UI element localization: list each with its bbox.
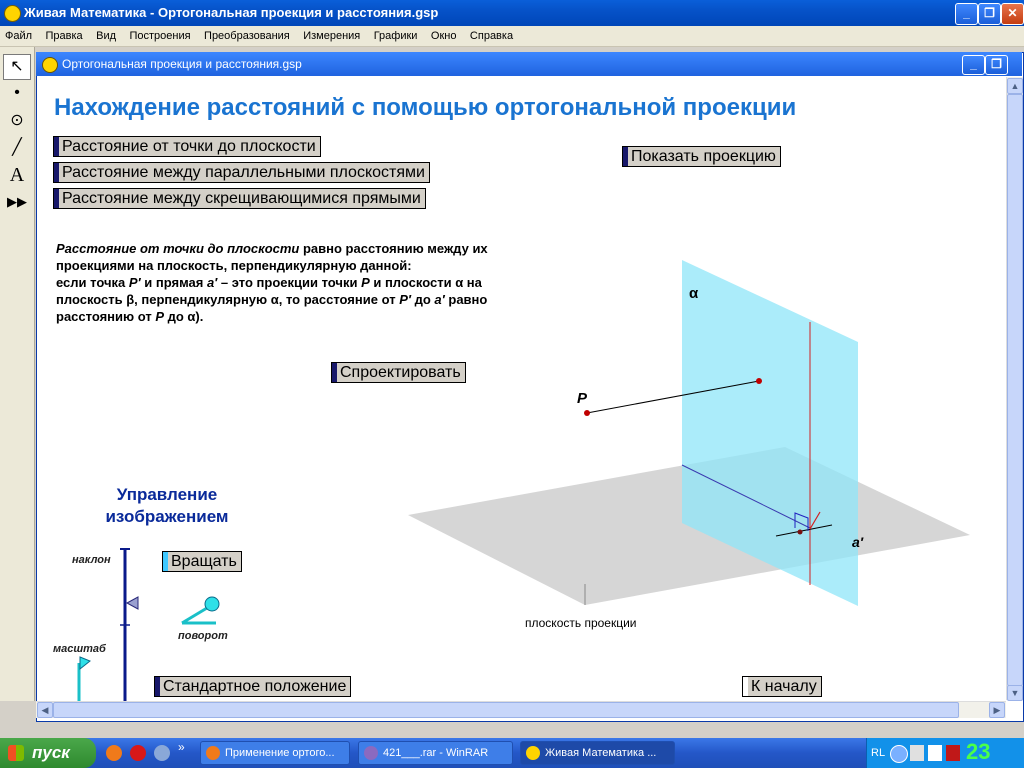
a-prime-label: a′: [852, 534, 864, 550]
desc-part: равно расстоянию от: [56, 292, 488, 324]
gsp-icon: [526, 746, 540, 760]
document-icon: [42, 57, 58, 73]
desc-var: P: [361, 275, 370, 290]
rotation-handle[interactable]: [205, 597, 219, 611]
scroll-left-icon[interactable]: ◀: [37, 702, 53, 718]
scroll-up-icon[interactable]: ▲: [1007, 78, 1023, 94]
text-tool-icon[interactable]: A: [9, 164, 25, 186]
minimize-button[interactable]: _: [955, 3, 978, 25]
menu-construct[interactable]: Построения: [129, 30, 191, 42]
project-button[interactable]: Спроектировать: [331, 362, 466, 383]
quicklaunch-more-icon[interactable]: »: [178, 740, 185, 754]
desc-part: и плоскости α на плоскость β, перпендикулярную α, то расстояние от: [56, 275, 482, 307]
point-p[interactable]: [584, 410, 590, 416]
app-title: Живая Математика - Ортогональная проекция и расстояния.gsp: [24, 5, 439, 20]
projection-figure: [400, 250, 1000, 650]
control-header: Управление изображением: [105, 485, 229, 526]
custom-tool-icon[interactable]: ▶▶: [7, 194, 27, 209]
menu-edit[interactable]: Правка: [45, 30, 83, 42]
parallel-planes-distance-button[interactable]: Расстояние между параллельными плоскостями: [53, 162, 430, 183]
scale-slider-handle[interactable]: [80, 657, 90, 669]
tray-k-icon[interactable]: [946, 745, 960, 761]
show-projection-button[interactable]: Показать проекцию: [622, 146, 781, 167]
alpha-label: α: [689, 285, 699, 302]
standard-position-button[interactable]: Стандартное положение: [154, 676, 351, 697]
description-lead: Расстояние от точки до плоскости: [56, 241, 300, 256]
task-label: Живая Математика ...: [545, 747, 657, 759]
desc-part: – это проекции точки: [217, 275, 362, 290]
menu-help[interactable]: Справка: [469, 30, 514, 42]
desc-part: до α).: [164, 309, 204, 324]
language-indicator[interactable]: RL: [871, 747, 886, 759]
point-tool-icon[interactable]: •: [14, 84, 20, 101]
start-label: пуск: [32, 743, 70, 762]
menu-view[interactable]: Вид: [96, 30, 117, 42]
tray-close-icon[interactable]: [928, 745, 942, 761]
vertical-scroll-thumb[interactable]: [1007, 94, 1023, 686]
maximize-button[interactable]: ❐: [978, 3, 1001, 25]
task-gsp[interactable]: [520, 741, 675, 765]
desc-var: P′: [399, 292, 411, 307]
winrar-icon: [364, 746, 378, 760]
rotation-label: поворот: [178, 630, 228, 642]
arrow-tool-icon[interactable]: ↖: [3, 54, 31, 80]
task-label: Применение ортого...: [225, 747, 335, 759]
doc-minimize-button[interactable]: _: [962, 55, 985, 75]
desc-part: и прямая: [140, 275, 207, 290]
document-title: Ортогональная проекция и расстояния.gsp: [62, 57, 302, 71]
firefox-task-icon: [206, 746, 220, 760]
rotate-button[interactable]: Вращать: [162, 551, 242, 572]
to-start-button[interactable]: К началу: [742, 676, 822, 697]
compass-tool-icon[interactable]: ⊙: [10, 112, 24, 129]
document-title-bar: [36, 52, 1022, 76]
page-title: Нахождение расстояний с помощью ортогональной проекции: [54, 94, 797, 121]
task-label: 421___.rar - WinRAR: [383, 747, 489, 759]
menu-window[interactable]: Окно: [430, 30, 457, 42]
point-plane-distance-button[interactable]: Расстояние от точки до плоскости: [53, 136, 321, 157]
menu-graph[interactable]: Графики: [373, 30, 418, 42]
app-icon: [4, 5, 21, 22]
desc-var: a′: [206, 275, 218, 290]
menu-bar: [0, 26, 1024, 47]
horizontal-scroll-thumb[interactable]: [53, 702, 959, 718]
description-line-1: равно расстоянию между их проекциями на плоскость, перпендикулярную данной:: [56, 241, 488, 273]
menu-transform[interactable]: Преобразования: [204, 30, 290, 42]
scroll-down-icon[interactable]: ▼: [1007, 685, 1023, 701]
desc-part: если точка: [56, 275, 129, 290]
point-on-a-prime[interactable]: [798, 530, 803, 535]
scroll-right-icon[interactable]: ▶: [989, 702, 1005, 718]
firefox-icon[interactable]: [106, 745, 122, 761]
menu-file[interactable]: Файл: [5, 30, 33, 42]
close-button[interactable]: ✕: [1001, 3, 1024, 25]
tilt-slider-handle[interactable]: [127, 597, 138, 609]
desc-var: P: [155, 309, 165, 324]
search-icon[interactable]: [154, 745, 170, 761]
p-label: P: [577, 390, 588, 407]
point-p-projection[interactable]: [756, 378, 762, 384]
tray-app-icon[interactable]: [910, 745, 924, 761]
tray-arrow-icon[interactable]: [890, 745, 908, 763]
clock: 23: [966, 739, 991, 764]
start-button[interactable]: [0, 738, 96, 768]
scale-label: масштаб: [53, 643, 106, 655]
desc-part: до: [410, 292, 435, 307]
task-winrar[interactable]: [358, 741, 513, 765]
segment-tool-icon[interactable]: ╱: [12, 139, 22, 156]
plane-label: плоскость проекции: [525, 616, 637, 630]
menu-measure[interactable]: Измерения: [303, 30, 361, 42]
windows-logo-icon: [8, 745, 24, 761]
opera-icon[interactable]: [130, 745, 146, 761]
desc-var: P′: [128, 275, 141, 290]
task-firefox[interactable]: [200, 741, 350, 765]
tilt-label: наклон: [72, 554, 111, 566]
doc-maximize-button[interactable]: ❐: [985, 55, 1008, 75]
desc-var: a′: [434, 292, 445, 307]
skew-lines-distance-button[interactable]: Расстояние между скрещивающимися прямыми: [53, 188, 426, 209]
title-bar: [0, 0, 1024, 26]
